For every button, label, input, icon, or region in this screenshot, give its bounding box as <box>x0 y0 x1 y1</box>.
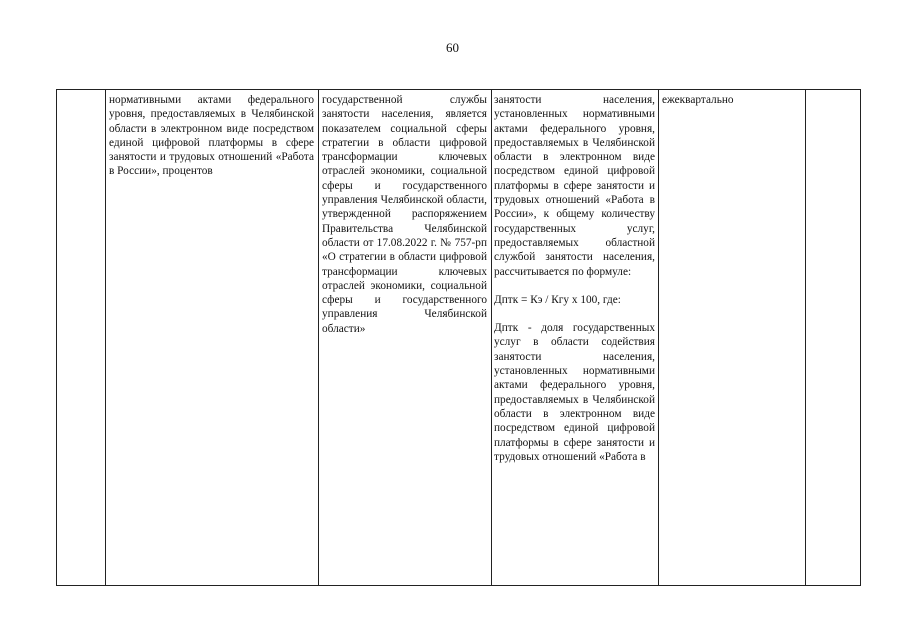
frequency-text: ежеквартально <box>662 94 734 106</box>
method-formula: Дптк = Кэ / Кгу х 100, где: <box>494 293 621 306</box>
source-text: государственной службы занятости населения, является показателем социальной сферы стратегии в области цифровой трансформации ключевых отраслей экономики, социальной сферы и государственного управления Челябинской области, утвержденной распоряжением Правительства Челябинской области от 17.08.2022 г. № 757-рп «О стратегии в области цифровой трансформации ключевых отраслей экономики, социальной сферы и государственного управления Челябинской области» <box>322 94 487 335</box>
table-cell-indicator <box>106 90 319 585</box>
table-cell-frequency <box>659 90 806 585</box>
table-cell-source <box>319 90 492 585</box>
paragraph-gap <box>492 279 658 293</box>
method-text-definition: Дптк - доля государственных услуг в области содействия занятости населения, установленных нормативными актами федерального уровня, предоставляемых в Челябинской области в электронном виде посредством единой цифровой платформы в сфере занятости и трудовых отношений «Работа в <box>494 322 655 463</box>
table-cell-number <box>57 90 106 585</box>
table-cell-method <box>492 90 659 585</box>
paragraph-gap <box>492 307 658 321</box>
table-cell-notes <box>806 90 860 585</box>
document-table <box>56 89 861 586</box>
page-number: 60 <box>446 40 459 55</box>
method-text-intro: занятости населения, установленных нормативными актами федерального уровня, предоставляемых в Челябинской области в электронном виде посредством единой цифровой платформы в сфере занятости и трудовых отношений «Работа в России», к общему количеству государственных услуг, предоставляемых областной службой занятости населения, рассчитывается по формуле: <box>494 94 655 278</box>
indicator-text: нормативными актами федерального уровня, предоставляемых в Челябинской области в электронном виде посредством единой цифровой платформы в сфере занятости и трудовых отношений «Работа в России», процентов <box>109 94 314 178</box>
